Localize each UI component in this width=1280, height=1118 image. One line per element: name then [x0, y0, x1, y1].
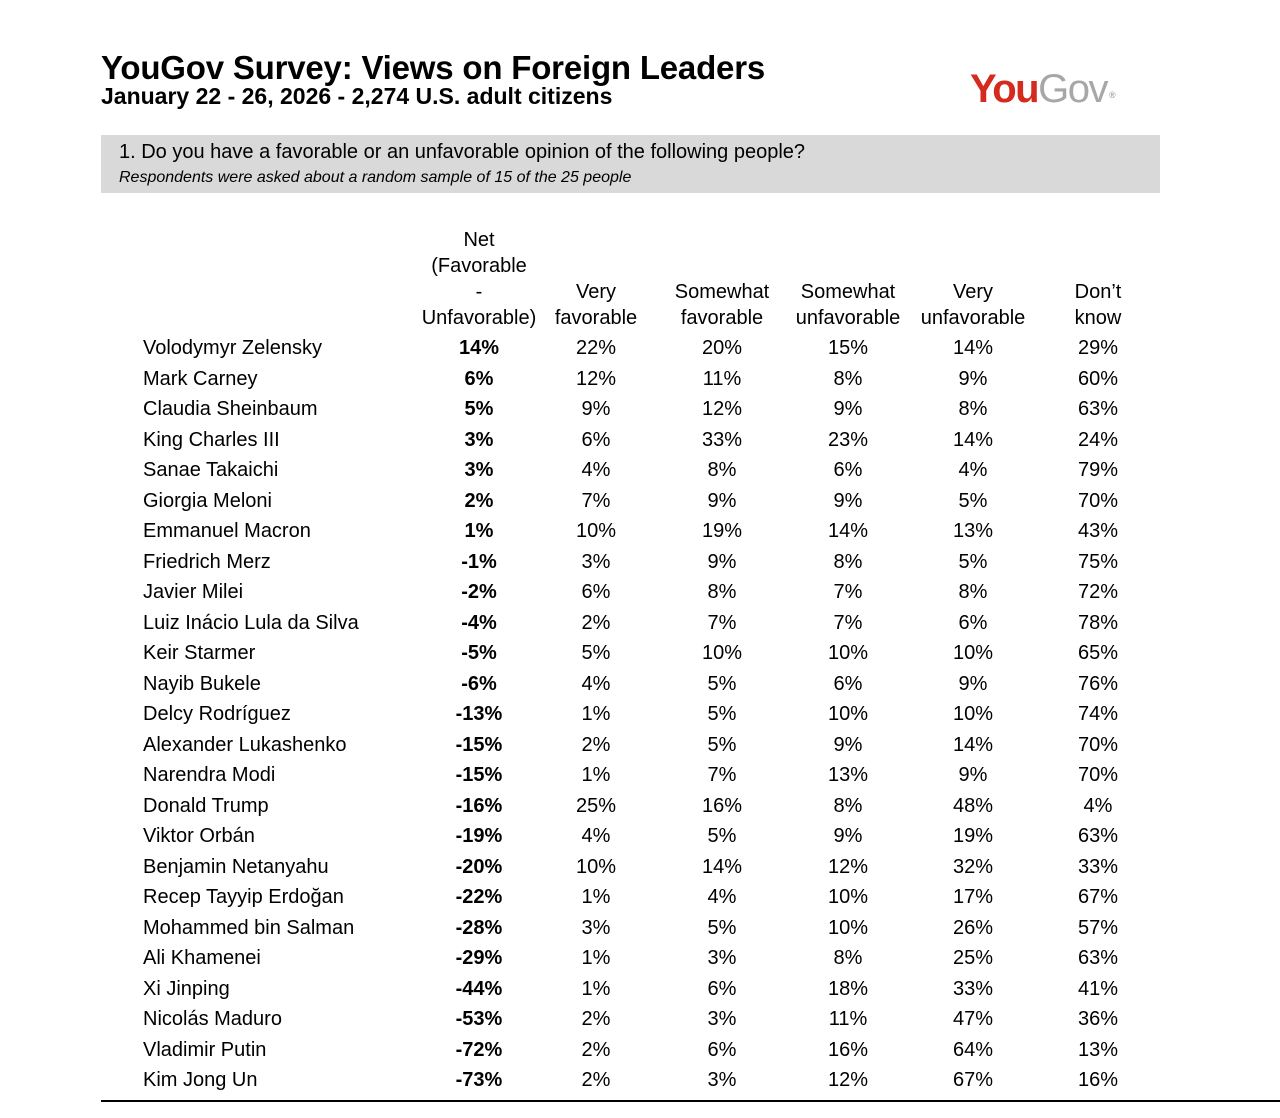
- leader-name: Luiz Inácio Lula da Silva: [143, 611, 359, 634]
- table-row: [0, 425, 1280, 456]
- cell-some-fav: 10%: [701, 642, 743, 664]
- table-row: [0, 852, 1280, 883]
- table-row: [0, 730, 1280, 761]
- cell-some-unfav: 12%: [827, 1069, 869, 1091]
- table-row: [0, 699, 1280, 730]
- cell-some-unfav: 10%: [827, 642, 869, 664]
- cell-net: -44%: [455, 977, 503, 1000]
- cell-some-fav: 3%: [707, 1008, 737, 1030]
- column-header-line: unfavorable: [920, 307, 1026, 329]
- cell-dont-know: 74%: [1077, 703, 1119, 725]
- cell-dont-know: 63%: [1077, 398, 1119, 420]
- cell-dont-know: 24%: [1077, 428, 1119, 451]
- cell-very-fav: 4%: [581, 459, 611, 481]
- cell-dont-know: 70%: [1077, 489, 1119, 512]
- column-header-line: (Favorable: [431, 255, 527, 277]
- cell-very-fav: 1%: [581, 977, 611, 1000]
- cell-very-unfav: 14%: [952, 733, 994, 756]
- cell-very-unfav: 4%: [958, 459, 988, 481]
- column-header-line: know: [1074, 307, 1122, 329]
- bottom-rule: [101, 1100, 1280, 1102]
- table-row: [0, 882, 1280, 913]
- cell-net: 6%: [464, 367, 494, 390]
- cell-dont-know: 16%: [1077, 1069, 1119, 1091]
- cell-net: -1%: [461, 550, 497, 573]
- cell-some-unfav: 11%: [828, 1008, 868, 1030]
- cell-very-unfav: 10%: [952, 703, 994, 725]
- cell-some-fav: 5%: [707, 825, 737, 847]
- cell-very-fav: 3%: [581, 550, 611, 573]
- cell-some-fav: 19%: [701, 520, 743, 542]
- leader-name: Alexander Lukashenko: [143, 733, 347, 756]
- cell-dont-know: 72%: [1077, 581, 1119, 603]
- cell-some-fav: 7%: [707, 611, 737, 634]
- table-row: [0, 974, 1280, 1005]
- table-row: [0, 608, 1280, 639]
- cell-dont-know: 63%: [1077, 825, 1119, 847]
- cell-dont-know: 13%: [1077, 1038, 1119, 1061]
- cell-very-unfav: 13%: [952, 520, 994, 542]
- column-header-line: Very: [952, 281, 994, 303]
- table-row: [0, 1035, 1280, 1066]
- cell-very-fav: 1%: [581, 764, 611, 786]
- cell-very-unfav: 5%: [958, 550, 988, 573]
- cell-some-unfav: 8%: [833, 550, 863, 573]
- cell-some-unfav: 9%: [833, 733, 863, 756]
- cell-some-fav: 3%: [707, 947, 737, 969]
- cell-very-fav: 4%: [581, 672, 611, 695]
- leader-name: Keir Starmer: [143, 642, 256, 664]
- cell-some-fav: 5%: [707, 916, 737, 939]
- cell-dont-know: 4%: [1083, 794, 1113, 817]
- column-header-line: Don’t: [1074, 281, 1122, 303]
- report-subtitle: January 22 - 26, 2026 - 2,274 U.S. adult citizens: [101, 83, 613, 109]
- leader-name: Mark Carney: [143, 367, 258, 390]
- column-header-line: Somewhat: [800, 281, 896, 303]
- cell-some-unfav: 9%: [833, 398, 863, 420]
- leader-name: Giorgia Meloni: [143, 489, 272, 512]
- leader-name: Nayib Bukele: [143, 672, 261, 695]
- cell-some-unfav: 15%: [827, 337, 869, 359]
- cell-net: 5%: [464, 398, 494, 420]
- cell-dont-know: 29%: [1077, 337, 1119, 359]
- cell-very-fav: 25%: [575, 794, 617, 817]
- table-row: [0, 913, 1280, 944]
- column-header-line: Unfavorable): [421, 307, 537, 329]
- cell-some-unfav: 8%: [833, 794, 863, 817]
- cell-some-unfav: 6%: [833, 672, 863, 695]
- column-header-line: Somewhat: [674, 281, 770, 303]
- cell-some-fav: 3%: [707, 1069, 737, 1091]
- cell-some-fav: 9%: [707, 489, 737, 512]
- cell-some-unfav: 7%: [833, 581, 863, 603]
- column-header-line: favorable: [680, 307, 764, 329]
- cell-dont-know: 43%: [1077, 520, 1119, 542]
- leader-name: Ali Khamenei: [143, 947, 261, 969]
- table-row: [0, 1004, 1280, 1035]
- leader-name: Vladimir Putin: [143, 1038, 267, 1061]
- cell-some-fav: 16%: [701, 794, 743, 817]
- cell-some-unfav: 8%: [833, 367, 863, 390]
- cell-very-fav: 1%: [581, 947, 611, 969]
- cell-net: -4%: [461, 611, 497, 634]
- cell-net: -72%: [455, 1038, 503, 1061]
- cell-dont-know: 75%: [1077, 550, 1119, 573]
- cell-very-unfav: 48%: [952, 794, 994, 817]
- cell-net: -2%: [461, 581, 497, 603]
- leader-name: King Charles III: [143, 428, 280, 451]
- logo-you-text: You: [970, 67, 1039, 111]
- cell-net: -6%: [461, 672, 497, 695]
- cell-very-unfav: 9%: [958, 764, 988, 786]
- cell-some-fav: 5%: [707, 672, 737, 695]
- cell-dont-know: 70%: [1077, 733, 1119, 756]
- cell-dont-know: 33%: [1077, 855, 1119, 878]
- cell-very-fav: 2%: [581, 1069, 611, 1091]
- cell-very-unfav: 25%: [952, 947, 994, 969]
- column-header-line: Net: [463, 229, 495, 251]
- cell-net: -15%: [455, 764, 503, 786]
- column-header-dont-know: [1018, 279, 1178, 331]
- cell-very-unfav: 5%: [958, 489, 988, 512]
- cell-net: -22%: [455, 886, 503, 908]
- cell-some-fav: 11%: [702, 367, 742, 390]
- cell-very-fav: 1%: [581, 703, 611, 725]
- cell-very-fav: 2%: [581, 1038, 611, 1061]
- cell-dont-know: 63%: [1077, 947, 1119, 969]
- leader-name: Narendra Modi: [143, 764, 276, 786]
- cell-net: -5%: [461, 642, 497, 664]
- leader-name: Donald Trump: [143, 794, 269, 817]
- table-row: [0, 333, 1280, 364]
- cell-some-fav: 8%: [707, 459, 737, 481]
- cell-net: -73%: [455, 1069, 503, 1091]
- cell-some-unfav: 13%: [827, 764, 869, 786]
- logo-gov-text: Gov: [1038, 67, 1107, 111]
- cell-some-fav: 12%: [701, 398, 743, 420]
- cell-very-fav: 2%: [581, 611, 611, 634]
- cell-dont-know: 76%: [1077, 672, 1119, 695]
- table-row: [0, 1065, 1280, 1096]
- cell-very-unfav: 9%: [958, 367, 988, 390]
- cell-very-fav: 9%: [581, 398, 611, 420]
- table-row: [0, 791, 1280, 822]
- cell-some-fav: 14%: [701, 855, 743, 878]
- results-table: [0, 333, 1280, 1096]
- cell-dont-know: 67%: [1077, 886, 1119, 908]
- leader-name: Friedrich Merz: [143, 550, 271, 573]
- column-header-line: Very: [575, 281, 617, 303]
- cell-very-fav: 10%: [575, 520, 617, 542]
- cell-very-unfav: 32%: [952, 855, 994, 878]
- cell-very-unfav: 9%: [958, 672, 988, 695]
- cell-dont-know: 78%: [1077, 611, 1119, 634]
- cell-very-fav: 10%: [575, 855, 617, 878]
- table-row: [0, 547, 1280, 578]
- cell-very-unfav: 19%: [952, 825, 994, 847]
- report-title: YouGov Survey: Views on Foreign Leaders: [101, 49, 765, 86]
- cell-net: -53%: [455, 1008, 503, 1030]
- table-row: [0, 638, 1280, 669]
- cell-very-fav: 6%: [581, 581, 611, 603]
- column-header-line: favorable: [554, 307, 638, 329]
- cell-very-fav: 3%: [581, 916, 611, 939]
- table-row: [0, 760, 1280, 791]
- cell-net: -16%: [455, 794, 503, 817]
- cell-dont-know: 57%: [1077, 916, 1119, 939]
- cell-very-fav: 1%: [581, 886, 611, 908]
- question-note: Respondents were asked about a random sample of 15 of the 25 people: [119, 169, 632, 186]
- cell-very-fav: 2%: [581, 1008, 611, 1030]
- cell-dont-know: 41%: [1077, 977, 1119, 1000]
- cell-some-unfav: 10%: [827, 886, 869, 908]
- leader-name: Nicolás Maduro: [143, 1008, 282, 1030]
- table-row: [0, 943, 1280, 974]
- leader-name: Kim Jong Un: [143, 1069, 258, 1091]
- cell-very-unfav: 33%: [952, 977, 994, 1000]
- cell-very-unfav: 14%: [952, 337, 994, 359]
- table-row: [0, 516, 1280, 547]
- cell-some-fav: 5%: [707, 733, 737, 756]
- cell-some-fav: 4%: [707, 886, 737, 908]
- cell-some-fav: 7%: [707, 764, 737, 786]
- cell-very-unfav: 10%: [952, 642, 994, 664]
- cell-very-fav: 2%: [581, 733, 611, 756]
- cell-some-fav: 8%: [707, 581, 737, 603]
- cell-dont-know: 70%: [1077, 764, 1119, 786]
- cell-some-unfav: 10%: [827, 703, 869, 725]
- cell-some-unfav: 18%: [827, 977, 869, 1000]
- leader-name: Mohammed bin Salman: [143, 916, 355, 939]
- cell-some-fav: 20%: [701, 337, 743, 359]
- cell-dont-know: 60%: [1077, 367, 1119, 390]
- cell-some-fav: 33%: [701, 428, 743, 451]
- cell-some-unfav: 6%: [833, 459, 863, 481]
- cell-very-unfav: 6%: [958, 611, 988, 634]
- cell-some-unfav: 14%: [827, 520, 869, 542]
- cell-net: -29%: [455, 947, 503, 969]
- leader-name: Benjamin Netanyahu: [143, 855, 329, 878]
- question-text: 1. Do you have a favorable or an unfavorable opinion of the following people?: [119, 141, 806, 163]
- cell-very-fav: 4%: [581, 825, 611, 847]
- leader-name: Javier Milei: [143, 581, 244, 603]
- leader-name: Recep Tayyip Erdoğan: [143, 886, 344, 908]
- logo-registered-mark: ®: [1108, 90, 1115, 100]
- cell-very-fav: 22%: [575, 337, 617, 359]
- table-row: [0, 394, 1280, 425]
- cell-very-unfav: 14%: [952, 428, 994, 451]
- question-box: [101, 135, 1160, 193]
- cell-net: 3%: [464, 459, 494, 481]
- cell-very-unfav: 47%: [952, 1008, 994, 1030]
- cell-very-unfav: 8%: [958, 398, 988, 420]
- cell-net: -13%: [455, 703, 503, 725]
- leader-name: Emmanuel Macron: [143, 520, 311, 542]
- leader-name: Viktor Orbán: [143, 825, 255, 847]
- cell-some-unfav: 8%: [833, 947, 863, 969]
- leader-name: Volodymyr Zelensky: [143, 337, 322, 359]
- cell-net: 2%: [464, 489, 494, 512]
- cell-very-fav: 6%: [581, 428, 611, 451]
- cell-very-fav: 5%: [581, 642, 611, 664]
- cell-some-unfav: 9%: [833, 489, 863, 512]
- cell-some-fav: 6%: [707, 977, 737, 1000]
- cell-very-unfav: 67%: [952, 1069, 994, 1091]
- table-row: [0, 364, 1280, 395]
- cell-some-fav: 5%: [707, 703, 737, 725]
- cell-net: -28%: [455, 916, 503, 939]
- cell-some-unfav: 9%: [833, 825, 863, 847]
- cell-some-fav: 6%: [707, 1038, 737, 1061]
- leader-name: Xi Jinping: [143, 977, 230, 1000]
- cell-very-unfav: 26%: [952, 916, 994, 939]
- yougov-logo: [970, 65, 1114, 113]
- cell-dont-know: 79%: [1077, 459, 1119, 481]
- cell-net: 3%: [464, 428, 494, 451]
- cell-dont-know: 36%: [1077, 1008, 1119, 1030]
- cell-net: -20%: [455, 855, 503, 878]
- cell-some-unfav: 7%: [833, 611, 863, 634]
- cell-net: 14%: [458, 337, 500, 359]
- leader-name: Claudia Sheinbaum: [143, 398, 318, 420]
- cell-some-unfav: 12%: [827, 855, 869, 878]
- cell-some-unfav: 16%: [827, 1038, 869, 1061]
- table-row: [0, 455, 1280, 486]
- cell-very-unfav: 17%: [952, 886, 994, 908]
- leader-name: Sanae Takaichi: [143, 459, 279, 481]
- cell-some-unfav: 23%: [827, 428, 869, 451]
- cell-very-unfav: 8%: [958, 581, 988, 603]
- cell-net: -15%: [455, 733, 503, 756]
- cell-very-unfav: 64%: [952, 1038, 994, 1061]
- leader-name: Delcy Rodríguez: [143, 703, 291, 725]
- cell-net: 1%: [464, 520, 494, 542]
- cell-net: -19%: [455, 825, 503, 847]
- table-row: [0, 669, 1280, 700]
- cell-dont-know: 65%: [1077, 642, 1119, 664]
- table-row: [0, 577, 1280, 608]
- column-header-line: -: [475, 281, 483, 303]
- cell-some-unfav: 10%: [827, 916, 869, 939]
- table-row: [0, 486, 1280, 517]
- cell-very-fav: 7%: [581, 489, 611, 512]
- cell-some-fav: 9%: [707, 550, 737, 573]
- table-row: [0, 821, 1280, 852]
- column-header-line: unfavorable: [795, 307, 901, 329]
- cell-very-fav: 12%: [575, 367, 617, 390]
